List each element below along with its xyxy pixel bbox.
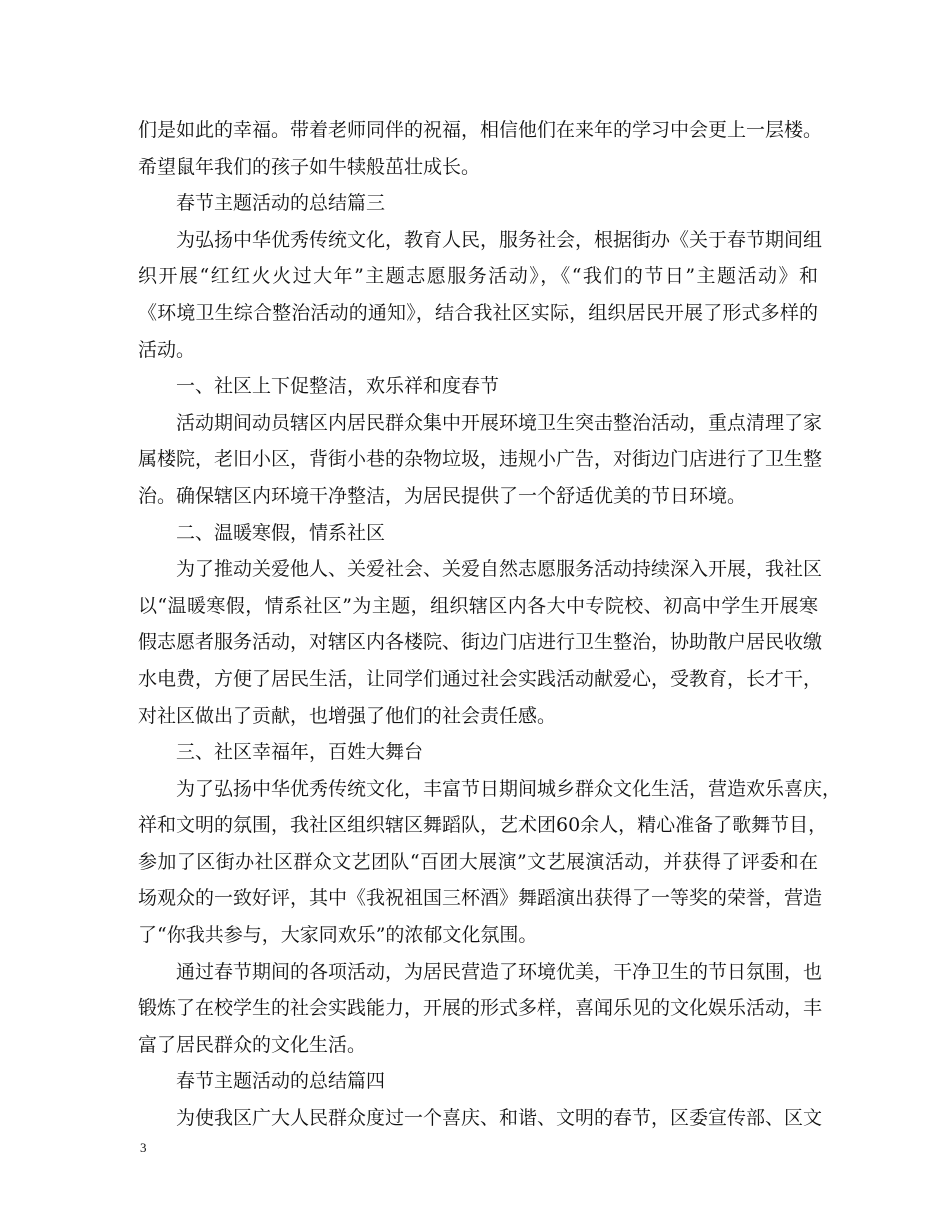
text-line: 活动期间动员辖区内居民群众集中开展环境卫生突击整治活动，重点清理了家 bbox=[176, 411, 823, 434]
text-line: 参加了区街办社区群众文艺团队“百团大展演”文艺展演活动，并获得了评委和在 bbox=[138, 850, 818, 873]
page-number: 3 bbox=[140, 1140, 147, 1155]
text-line: 以“温暖寒假，情系社区”为主题，组织辖区内各大中专院校、初高中学生开展寒 bbox=[138, 594, 818, 617]
text-line: 场观众的一致好评，其中《我祝祖国三杯酒》舞蹈演出获得了一等奖的荣誉，营造 bbox=[138, 887, 823, 910]
subsection-heading: 三、社区幸福年，百姓大舞台 bbox=[176, 741, 424, 764]
section-heading: 春节主题活动的总结篇四 bbox=[176, 1070, 386, 1093]
subsection-heading: 一、社区上下促整洁，欢乐祥和度春节 bbox=[176, 375, 500, 398]
text-line: 富了居民群众的文化生活。 bbox=[138, 1033, 367, 1056]
document-body bbox=[138, 112, 842, 1137]
text-line: 活动。 bbox=[138, 338, 196, 361]
text-line: 假志愿者服务活动，对辖区内各楼院、街边门店进行卫生整治，协助散户居民收缴 bbox=[138, 631, 823, 654]
text-line: 为了推动关爱他人、关爱社会、关爱自然志愿服务活动持续深入开展，我社区 bbox=[176, 558, 823, 581]
text-line: 属楼院，老旧小区，背街小巷的杂物垃圾，违规小广告，对街边门店进行了卫生整 bbox=[138, 448, 823, 471]
text-line: 治。确保辖区内环境干净整洁，为居民提供了一个舒适优美的节日环境。 bbox=[138, 484, 747, 507]
text-line: 为弘扬中华优秀传统文化，教育人民，服务社会，根据街办《关于春节期间组 bbox=[176, 228, 823, 251]
text-line: 通过春节期间的各项活动，为居民营造了环境优美，干净卫生的节日氛围，也 bbox=[176, 960, 823, 983]
text-line: 《环境卫生综合整治活动的通知》，结合我社区实际，组织居民开展了形式多样的 bbox=[138, 301, 818, 324]
section-heading: 春节主题活动的总结篇三 bbox=[176, 192, 386, 215]
text-line: 希望鼠年我们的孩子如牛犊般茁壮成长。 bbox=[138, 155, 481, 178]
text-line: 对社区做出了贡献，也增强了他们的社会责任感。 bbox=[138, 704, 557, 727]
text-line: 为使我区广大人民群众度过一个喜庆、和谐、文明的春节，区委宣传部、区文 bbox=[176, 1107, 823, 1130]
text-line: 们是如此的幸福。带着老师同伴的祝福，相信他们在来年的学习中会更上一层楼。 bbox=[138, 119, 823, 141]
text-line: 水电费，方便了居民生活，让同学们通过社会实践活动献爱心，受教育，长才干， bbox=[138, 667, 823, 690]
text-line: 祥和文明的氛围，我社区组织辖区舞蹈队，艺术团60余人，精心准备了歌舞节目， bbox=[138, 814, 828, 837]
text-line: 了“你我共参与，大家同欢乐”的浓郁文化氛围。 bbox=[138, 924, 538, 947]
text-line: 为了弘扬中华优秀传统文化，丰富节日期间城乡群众文化生活，营造欢乐喜庆， bbox=[176, 777, 842, 800]
text-line: 锻炼了在校学生的社会实践能力，开展的形式多样，喜闻乐见的文化娱乐活动，丰 bbox=[138, 997, 823, 1020]
subsection-heading: 二、温暖寒假，情系社区 bbox=[176, 521, 386, 544]
text-line: 织开展“红红火火过大年”主题志愿服务活动》，《“我们的节日”主题活动》和 bbox=[138, 265, 818, 288]
